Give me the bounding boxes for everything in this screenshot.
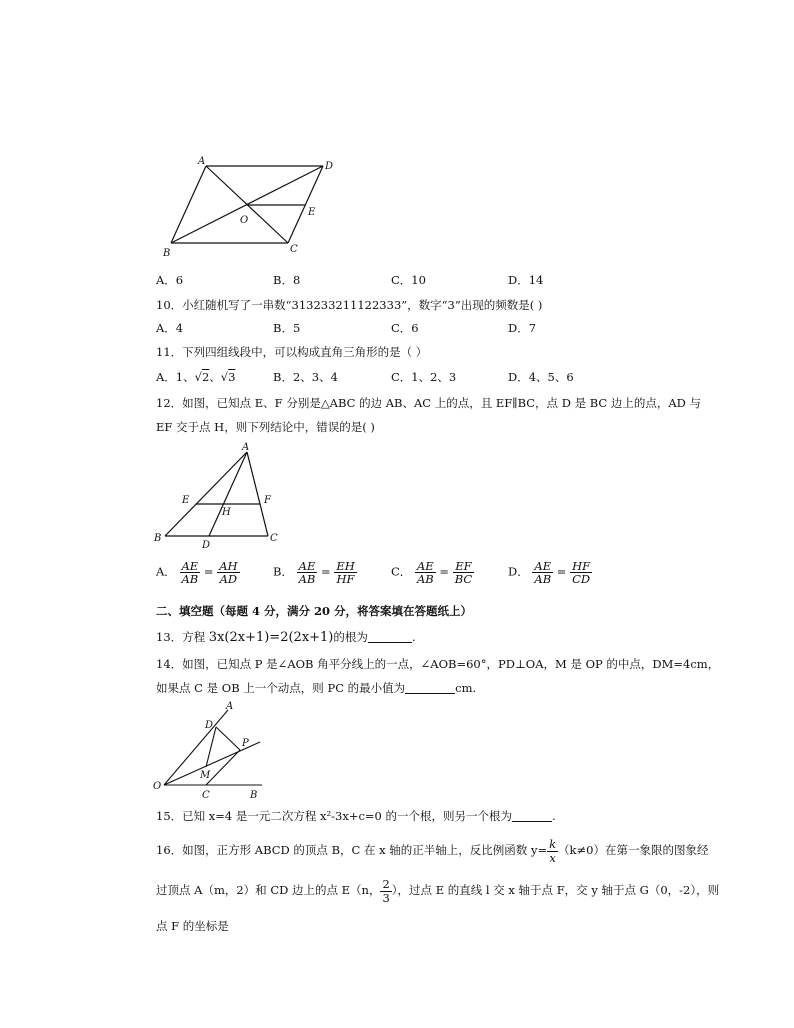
label-O: O	[153, 781, 162, 792]
label-C: C	[290, 244, 298, 255]
q13-answer-blank[interactable]	[368, 631, 412, 643]
q16-line2: 过顶点 A（m，2）和 CD 边上的点 E（n， $\frac{2}{3}$ ），过点 E 的直线 l 交 x 轴于点 F，交 y 轴于点 G（0，-2），则	[156, 876, 720, 905]
q9-option-d: D．14	[508, 273, 544, 287]
q16-frac-num: k	[549, 836, 557, 851]
q10-option-d: D．7	[508, 321, 537, 335]
label-P: P	[242, 738, 249, 749]
label-A: A	[226, 701, 234, 712]
q9-option-c: C．10	[391, 273, 426, 287]
label-E: E	[308, 207, 316, 218]
angle-bisector-figure	[150, 700, 270, 800]
label-A: A	[242, 442, 250, 453]
q9-option-b: B．8	[273, 273, 301, 287]
q10-option-b: B．5	[273, 321, 301, 335]
label-D: D	[325, 161, 334, 172]
q11-option-c: C．1、2、3	[391, 370, 457, 384]
q11-sqrt3: 3	[228, 370, 236, 384]
q16-frac2-den: 3	[382, 890, 390, 905]
label-B: B	[163, 248, 171, 259]
label-F: F	[264, 495, 271, 506]
q10-text: 10．小红随机写了一串数“313233211122333”，数字“3”出现的频数是( )	[156, 298, 543, 312]
label-O: O	[240, 215, 249, 226]
label-B: B	[154, 533, 162, 544]
label-A: A	[198, 156, 206, 167]
q12-option-d: D． $\frac{AE}{AB}$ = $\frac{HF}{CD}$	[508, 559, 591, 587]
q15-answer-blank[interactable]	[512, 810, 552, 822]
q15-text: 15．已知 x=4 是一元二次方程 x²-3x+c=0 的一个根，则另一个根为 .	[156, 809, 556, 823]
q14-line2: 如果点 C 是 OB 上一个动点，则 PC 的最小值为 cm.	[156, 681, 477, 695]
q12-option-c: C． $\frac{AE}{AB}$ = $\frac{EF}{BC}$	[391, 559, 473, 587]
label-C: C	[270, 533, 278, 544]
label-D: D	[202, 540, 211, 551]
label-D: D	[205, 720, 214, 731]
q16-line3: 点 F 的坐标是	[156, 919, 229, 933]
label-B: B	[250, 790, 258, 800]
q12-line1: 12．如图，已知点 E、F 分别是△ABC 的边 AB、AC 上的点，且 EF∥BC，点 D 是 BC 边上的点，AD 与	[156, 396, 702, 410]
q14-line1: 14．如图，已知点 P 是∠AOB 角平分线上的一点，∠AOB=60°，PD⊥OA，M 是 OP 的中点，DM=4cm，	[156, 657, 720, 671]
q11-option-b: B．2、3、4	[273, 370, 338, 384]
q16-line1: 16．如图，正方形 ABCD 的顶点 B，C 在 x 轴的正半轴上，反比例函数 y= $\frac{k}{x}$ （k≠0）在第一象限的图象经	[156, 836, 709, 865]
section-heading: 二、填空题（每题 4 分，满分 20 分，将答案填在答题纸上）	[156, 604, 473, 618]
q13-text: 13．方程 3x(2x+1)=2(2x+1)的根为 .	[156, 630, 416, 645]
q9-option-a: A．6	[156, 273, 184, 287]
q13-equation: 3x(2x+1)=2(2x+1)	[208, 630, 334, 645]
q12-option-b: B． $\frac{AE}{AB}$ = $\frac{EH}{HF}$	[273, 559, 355, 587]
label-C: C	[202, 790, 210, 800]
q10-option-c: C．6	[391, 321, 419, 335]
label-H: H	[222, 507, 231, 518]
q12-options	[156, 560, 716, 594]
q11-sqrt2: 2	[201, 370, 210, 384]
q11-option-d: D．4、5、6	[508, 370, 574, 384]
triangle-figure	[150, 440, 290, 552]
q16-frac2-num: 2	[382, 876, 390, 891]
label-M: M	[200, 770, 211, 781]
q10-option-a: A．4	[156, 321, 184, 335]
q16-frac-den: x	[549, 850, 556, 865]
q14-answer-blank[interactable]	[405, 682, 455, 694]
q11-option-a: A．1、√2、√3	[156, 370, 236, 384]
q12-option-a: A． $\frac{AE}{AB}$ = $\frac{AH}{AD}$	[156, 559, 238, 587]
q11-text: 11．下列四组线段中，可以构成直角三角形的是（ ）	[156, 345, 428, 359]
parallelogram-figure	[158, 155, 338, 265]
q12-line2: EF 交于点 H，则下列结论中，错误的是( )	[156, 420, 375, 434]
q11-option-a-prefix: A．1、	[156, 370, 195, 384]
q11-option-a-sep: 、	[209, 370, 221, 384]
label-E: E	[182, 495, 190, 506]
